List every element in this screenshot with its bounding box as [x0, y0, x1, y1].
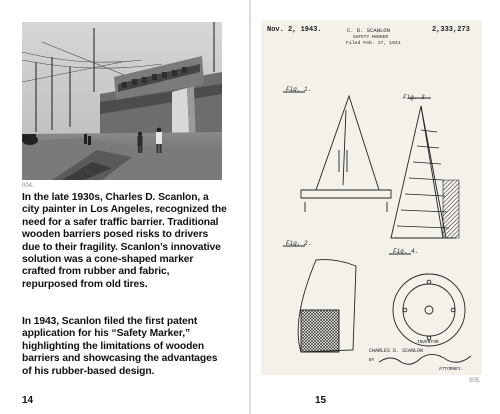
fig1-label: Fig. 1.: [286, 86, 312, 93]
fig2-label: Fig. 2.: [286, 240, 312, 247]
patent-title: SAFETY MARKER: [353, 35, 389, 40]
inventor-label: INVENTOR.: [417, 340, 442, 345]
inventor-name: CHARLES D. SCANLON: [369, 348, 424, 354]
patent-filed: Filed Feb. 17, 1941: [346, 41, 401, 46]
attorney-label: ATTORNEY.: [439, 367, 464, 372]
historical-photo: [22, 22, 222, 180]
patent-date: Nov. 2, 1943.: [267, 26, 322, 34]
page-number-right: 15: [315, 395, 327, 406]
left-page: [0, 0, 249, 414]
patent-paragraph: In 1943, Scanlon filed the first patent application for his “Safety Marker,” highlighting the limitations of wooden barriers and showcasing the advantages of his rubber-based design.: [22, 316, 218, 377]
fig3-label: Fig. 3: [403, 94, 425, 101]
patent-caption: 005.: [469, 378, 481, 384]
patent-drawing: [261, 20, 482, 375]
by-label: BY: [369, 358, 375, 363]
intro-paragraph: In the late 1930s, Charles D. Scanlon, a city painter in Los Angeles, recognized the need for a safer traffic barrier. Traditional wooden barriers posed risks to drivers due to their fragility. Scanlon’s innovative solution was a cone-shaped marker crafted from rubber and fabric, repurposed from old tires.: [22, 192, 227, 290]
photo-caption: 004.: [22, 183, 34, 189]
patent-figures-svg: [261, 20, 482, 375]
fig4-label: Fig. 4.: [393, 248, 419, 255]
patent-number: 2,333,273: [432, 26, 470, 34]
page-number-left: 14: [22, 395, 34, 406]
patent-inventor-header: C. D. SCANLON: [347, 27, 390, 34]
